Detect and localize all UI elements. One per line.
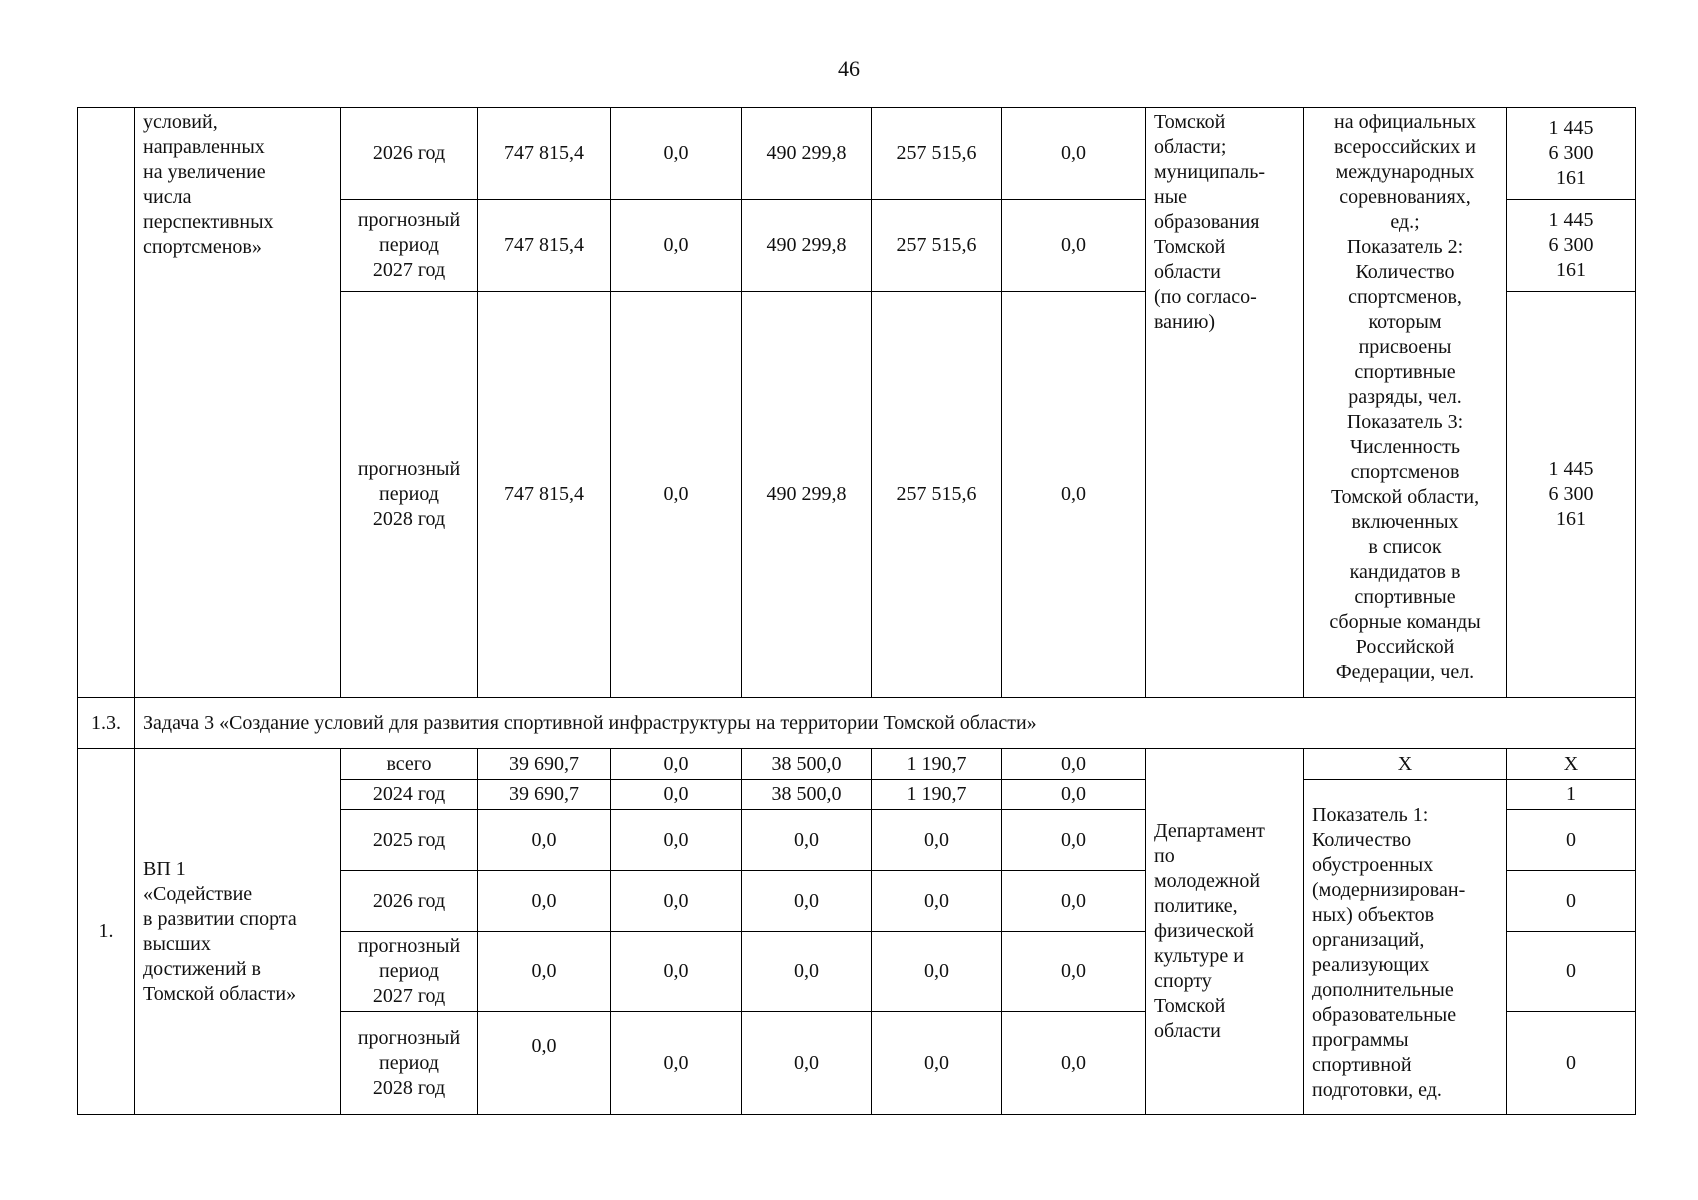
federal-budget-cell: 0,0 [611, 292, 742, 698]
indicator-value-cell: 0 [1507, 932, 1636, 1012]
indicator-cell: Показатель 1: Количество обустроенных (модернизирован- ных) объектов организаций, реализующих дополнительные образовательные программы спортивной подготовки, ед. [1304, 780, 1507, 1115]
indicators-cell: на официальных всероссийских и международных соревнованиях, ед.; Показатель 2: Количество спортсменов, которым присвоены спортивные разряды, чел. Показатель 3: Численность спортсменов Томской области, включенных в список кандидатов в спортивные сборные команды Российской Федерации, чел. [1304, 108, 1507, 698]
regional-budget-cell: 490 299,8 [742, 108, 872, 200]
indicator-values-cell: 1 445 6 300 161 [1507, 200, 1636, 292]
total-cell: 39 690,7 [478, 780, 611, 810]
other-sources-cell: 0,0 [1002, 810, 1146, 871]
other-sources-cell: 0,0 [1002, 749, 1146, 780]
local-budget-cell: 0,0 [872, 932, 1002, 1012]
federal-budget-cell: 0,0 [611, 108, 742, 200]
period-cell: прогнозный период 2027 год [341, 200, 478, 292]
other-sources-cell: 0,0 [1002, 780, 1146, 810]
local-budget-cell: 257 515,6 [872, 108, 1002, 200]
local-budget-cell: 0,0 [872, 1012, 1002, 1115]
local-budget-cell: 1 190,7 [872, 749, 1002, 780]
regional-budget-cell: 0,0 [742, 932, 872, 1012]
total-cell: 39 690,7 [478, 749, 611, 780]
other-sources-cell: 0,0 [1002, 1012, 1146, 1115]
executor-cell: Департамент по молодежной политике, физической культуре и спорту Томской области [1146, 749, 1304, 1115]
executor-cell: Томской области; муниципаль- ные образования Томской области (по согласо- ванию) [1146, 108, 1304, 698]
federal-budget-cell: 0,0 [611, 780, 742, 810]
regional-budget-cell: 38 500,0 [742, 749, 872, 780]
regional-budget-cell: 490 299,8 [742, 292, 872, 698]
local-budget-cell: 257 515,6 [872, 200, 1002, 292]
period-cell: всего [341, 749, 478, 780]
regional-budget-cell: 490 299,8 [742, 200, 872, 292]
indicator-value-cell: 1 [1507, 780, 1636, 810]
period-cell: прогнозный период 2028 год [341, 1012, 478, 1115]
period-cell: 2024 год [341, 780, 478, 810]
total-cell: 747 815,4 [478, 108, 611, 200]
activity-name-cell: условий, направленных на увеличение числа перспективных спортсменов» [135, 108, 341, 698]
indicator-header-cell: Х [1304, 749, 1507, 780]
total-cell: 0,0 [478, 1012, 611, 1115]
regional-budget-cell: 0,0 [742, 1012, 872, 1115]
period-cell: 2025 год [341, 810, 478, 871]
other-sources-cell: 0,0 [1002, 108, 1146, 200]
federal-budget-cell: 0,0 [611, 749, 742, 780]
total-cell: 747 815,4 [478, 292, 611, 698]
other-sources-cell: 0,0 [1002, 200, 1146, 292]
other-sources-cell: 0,0 [1002, 932, 1146, 1012]
indicator-values-cell: 1 445 6 300 161 [1507, 108, 1636, 200]
federal-budget-cell: 0,0 [611, 200, 742, 292]
local-budget-cell: 0,0 [872, 810, 1002, 871]
indicator-value-cell: 0 [1507, 810, 1636, 871]
table-row [78, 749, 1636, 780]
federal-budget-cell: 0,0 [611, 871, 742, 932]
period-cell: прогнозный период 2027 год [341, 932, 478, 1012]
task-row [78, 698, 1636, 749]
total-cell: 747 815,4 [478, 200, 611, 292]
federal-budget-cell: 0,0 [611, 1012, 742, 1115]
total-cell: 0,0 [478, 871, 611, 932]
local-budget-cell: 1 190,7 [872, 780, 1002, 810]
value-header-cell: Х [1507, 749, 1636, 780]
federal-budget-cell: 0,0 [611, 810, 742, 871]
table-row [78, 108, 1636, 200]
indicator-value-cell: 0 [1507, 871, 1636, 932]
budget-table [77, 107, 1636, 1115]
other-sources-cell: 0,0 [1002, 871, 1146, 932]
period-cell: 2026 год [341, 108, 478, 200]
row-number-cell [78, 108, 135, 698]
total-cell: 0,0 [478, 932, 611, 1012]
regional-budget-cell: 0,0 [742, 871, 872, 932]
period-cell: 2026 год [341, 871, 478, 932]
activity-name-cell: ВП 1 «Содействие в развитии спорта высших достижений в Томской области» [135, 749, 341, 1115]
indicator-value-cell: 0 [1507, 1012, 1636, 1115]
indicator-values-cell: 1 445 6 300 161 [1507, 292, 1636, 698]
task-title-cell: Задача 3 «Создание условий для развития спортивной инфраструктуры на территории Томской области» [135, 698, 1636, 749]
row-number-cell: 1. [78, 749, 135, 1115]
regional-budget-cell: 0,0 [742, 810, 872, 871]
regional-budget-cell: 38 500,0 [742, 780, 872, 810]
task-number-cell: 1.3. [78, 698, 135, 749]
period-cell: прогнозный период 2028 год [341, 292, 478, 698]
local-budget-cell: 0,0 [872, 871, 1002, 932]
page-number: 46 [838, 56, 860, 81]
federal-budget-cell: 0,0 [611, 932, 742, 1012]
other-sources-cell: 0,0 [1002, 292, 1146, 698]
total-cell: 0,0 [478, 810, 611, 871]
local-budget-cell: 257 515,6 [872, 292, 1002, 698]
